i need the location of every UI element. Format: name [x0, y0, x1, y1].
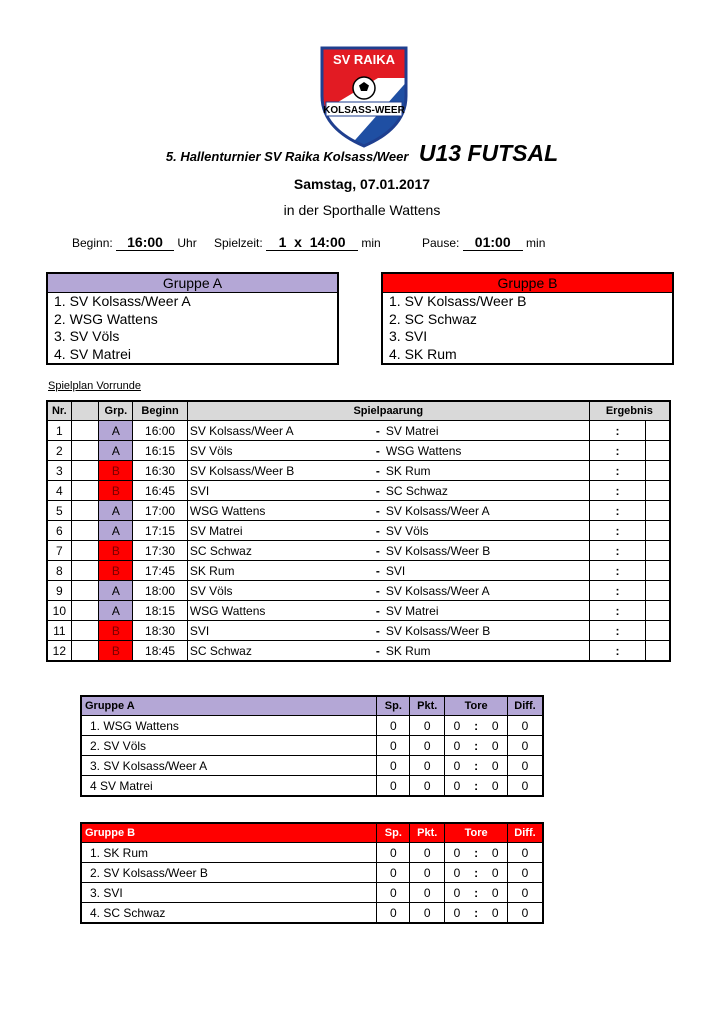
standings-sp: 0: [377, 776, 410, 797]
col-sp: Sp.: [377, 696, 410, 716]
match-dash: -: [375, 503, 380, 518]
match-time: 18:00: [133, 581, 187, 601]
standings-header-row: [81, 696, 543, 716]
match-blank: [71, 501, 99, 521]
match-home-team: WSG Wattens: [189, 503, 266, 518]
pause-value: 01:00: [463, 234, 523, 251]
standings-sp: 0: [377, 903, 410, 924]
standings-tore-for: 0: [445, 756, 469, 776]
match-group: A: [99, 441, 133, 461]
match-away-team: SV Kolsass/Weer A: [385, 503, 490, 518]
standings-tore-for: 0: [445, 863, 469, 883]
standings-diff: 0: [508, 903, 544, 924]
standings-tore-against: 0: [484, 736, 508, 756]
match-nr: 4: [47, 481, 71, 501]
match-group: A: [99, 601, 133, 621]
match-dash: -: [375, 463, 380, 478]
group-a-box: [46, 272, 339, 365]
col-diff: Diff.: [508, 823, 544, 843]
match-group: A: [99, 581, 133, 601]
match-blank: [71, 441, 99, 461]
standings-team: 1. WSG Wattens: [81, 716, 377, 736]
match-result: :: [589, 621, 646, 641]
standings-row: [81, 776, 543, 797]
match-home-team: SK Rum: [189, 563, 235, 578]
beginn-label: Beginn:: [72, 236, 113, 250]
col-result: Ergebnis: [589, 401, 670, 421]
standings-header-row: [81, 823, 543, 843]
match-blank: [71, 481, 99, 501]
match-row: [47, 421, 670, 441]
title-small: 5. Hallenturnier SV Raika Kolsass/Weer: [165, 149, 409, 164]
match-group: B: [99, 621, 133, 641]
match-result: :: [589, 421, 646, 441]
match-time: 18:30: [133, 621, 187, 641]
group-a-team: 2. WSG Wattens: [54, 310, 158, 327]
match-result: :: [589, 561, 646, 581]
match-home-team: SV Kolsass/Weer B: [189, 463, 295, 478]
match-time: 16:00: [133, 421, 187, 441]
standings-sp: 0: [377, 863, 410, 883]
schedule-table: [46, 400, 671, 662]
title-big: U13 FUTSAL: [418, 140, 559, 166]
standings-tore-against: 0: [484, 843, 508, 863]
match-row: [47, 581, 670, 601]
match-blank: [71, 621, 99, 641]
match-away-team: SK Rum: [385, 643, 431, 658]
match-away-team: SC Schwaz: [385, 483, 448, 498]
schedule-header-row: [47, 401, 670, 421]
match-dash: -: [375, 623, 380, 638]
group-b-team: 2. SC Schwaz: [389, 310, 477, 327]
standings-tore-colon: :: [469, 736, 484, 756]
match-result: :: [589, 481, 646, 501]
standings-team: 3. SV Kolsass/Weer A: [81, 756, 377, 776]
standings-tore-colon: :: [469, 716, 484, 736]
match-dash: -: [375, 643, 380, 658]
match-nr: 8: [47, 561, 71, 581]
match-pairing: [187, 581, 589, 601]
match-row: [47, 441, 670, 461]
standings-team: 4. SC Schwaz: [81, 903, 377, 924]
match-time: 17:15: [133, 521, 187, 541]
match-result: :: [589, 461, 646, 481]
match-row: [47, 601, 670, 621]
match-away-team: SV Völs: [385, 523, 429, 538]
match-home-team: SVI: [189, 623, 210, 638]
logo-top-text: SV RAIKA: [332, 52, 396, 67]
pause-info: [422, 234, 545, 251]
match-nr: 5: [47, 501, 71, 521]
match-row: [47, 641, 670, 662]
match-group: B: [99, 541, 133, 561]
standings-row: [81, 883, 543, 903]
match-blank: [71, 561, 99, 581]
match-pairing: [187, 421, 589, 441]
match-home-team: SV Kolsass/Weer A: [189, 423, 294, 438]
match-row: [47, 501, 670, 521]
match-blank: [71, 581, 99, 601]
group-b-team: 3. SVI: [389, 328, 428, 344]
spielzeit-value: 1 x 14:00: [266, 234, 358, 251]
standings-pkt: 0: [410, 756, 445, 776]
match-pairing: [187, 521, 589, 541]
match-pairing: [187, 541, 589, 561]
col-tore: Tore: [445, 696, 508, 716]
match-pairing: [187, 441, 589, 461]
match-time: 16:15: [133, 441, 187, 461]
spielzeit-label: Spielzeit:: [214, 236, 263, 250]
match-time: 17:45: [133, 561, 187, 581]
match-row: [47, 621, 670, 641]
match-dash: -: [375, 443, 380, 458]
match-result: :: [589, 641, 646, 662]
match-away-team: SV Kolsass/Weer B: [385, 623, 491, 638]
group-b-box: [381, 272, 674, 365]
match-row: [47, 561, 670, 581]
match-blank: [71, 521, 99, 541]
match-pairing: [187, 461, 589, 481]
match-result: :: [589, 581, 646, 601]
match-blank: [71, 421, 99, 441]
col-nr: Nr.: [47, 401, 71, 421]
standings-sp: 0: [377, 716, 410, 736]
match-away-team: SVI: [385, 563, 406, 578]
beginn-value: 16:00: [116, 234, 174, 251]
pause-unit: min: [526, 236, 546, 250]
standings-group-b: [80, 822, 544, 924]
standings-pkt: 0: [410, 903, 445, 924]
match-pairing: [187, 561, 589, 581]
standings-tore-colon: :: [469, 843, 484, 863]
match-result-extra: [646, 461, 670, 481]
standings-pkt: 0: [410, 716, 445, 736]
match-result: :: [589, 601, 646, 621]
standings-group-a: [80, 695, 544, 797]
match-group: A: [99, 521, 133, 541]
match-home-team: SV Völs: [189, 583, 233, 598]
match-result-extra: [646, 621, 670, 641]
match-result-extra: [646, 441, 670, 461]
match-time: 18:15: [133, 601, 187, 621]
standings-diff: 0: [508, 736, 544, 756]
standings-diff: 0: [508, 716, 544, 736]
standings-team: 1. SK Rum: [81, 843, 377, 863]
match-result: :: [589, 441, 646, 461]
match-blank: [71, 541, 99, 561]
match-home-team: WSG Wattens: [189, 603, 266, 618]
match-home-team: SVI: [189, 483, 210, 498]
match-away-team: SV Kolsass/Weer B: [385, 543, 491, 558]
standings-row: [81, 843, 543, 863]
spielzeit-info: [214, 234, 381, 251]
col-grp: Grp.: [99, 401, 133, 421]
match-dash: -: [375, 583, 380, 598]
standings-group-name: Gruppe B: [81, 823, 377, 843]
match-result: :: [589, 541, 646, 561]
standings-tore-colon: :: [469, 863, 484, 883]
match-nr: 11: [47, 621, 71, 641]
standings-team: 3. SVI: [81, 883, 377, 903]
standings-tore-for: 0: [445, 716, 469, 736]
standings-sp: 0: [377, 883, 410, 903]
match-group: B: [99, 561, 133, 581]
standings-row: [81, 756, 543, 776]
match-nr: 2: [47, 441, 71, 461]
col-blank: [71, 401, 99, 421]
standings-tore-for: 0: [445, 883, 469, 903]
match-group: A: [99, 501, 133, 521]
match-result-extra: [646, 501, 670, 521]
tournament-venue: in der Sporthalle Wattens: [283, 202, 441, 218]
group-a-team: 1. SV Kolsass/Weer A: [54, 293, 191, 309]
pause-label: Pause:: [422, 236, 460, 250]
col-beginn: Beginn: [133, 401, 187, 421]
standings-sp: 0: [377, 756, 410, 776]
standings-pkt: 0: [410, 883, 445, 903]
match-nr: 1: [47, 421, 71, 441]
spielzeit-unit: min: [361, 236, 381, 250]
col-tore: Tore: [445, 823, 508, 843]
match-pairing: [187, 501, 589, 521]
match-row: [47, 481, 670, 501]
standings-team: 2. SV Völs: [81, 736, 377, 756]
match-time: 16:30: [133, 461, 187, 481]
match-away-team: WSG Wattens: [385, 443, 462, 458]
group-a-team: 4. SV Matrei: [54, 345, 132, 362]
standings-diff: 0: [508, 883, 544, 903]
group-b-header: Gruppe B: [383, 274, 672, 293]
standings-tore-for: 0: [445, 736, 469, 756]
standings-tore-against: 0: [484, 903, 508, 924]
match-home-team: SC Schwaz: [189, 643, 252, 658]
match-dash: -: [375, 603, 380, 618]
standings-tore-for: 0: [445, 776, 469, 797]
standings-sp: 0: [377, 736, 410, 756]
match-group: A: [99, 421, 133, 441]
col-diff: Diff.: [508, 696, 544, 716]
match-blank: [71, 461, 99, 481]
standings-group-name: Gruppe A: [81, 696, 377, 716]
standings-tore-against: 0: [484, 756, 508, 776]
match-result-extra: [646, 421, 670, 441]
match-nr: 9: [47, 581, 71, 601]
match-dash: -: [375, 483, 380, 498]
match-dash: -: [375, 543, 380, 558]
standings-tore-colon: :: [469, 903, 484, 924]
match-pairing: [187, 621, 589, 641]
match-result-extra: [646, 521, 670, 541]
match-nr: 6: [47, 521, 71, 541]
match-result: :: [589, 521, 646, 541]
match-group: B: [99, 641, 133, 662]
standings-tore-against: 0: [484, 776, 508, 797]
match-pairing: [187, 641, 589, 662]
standings-team: 4 SV Matrei: [81, 776, 377, 797]
match-blank: [71, 601, 99, 621]
col-sp: Sp.: [377, 823, 410, 843]
match-pairing: [187, 601, 589, 621]
match-away-team: SK Rum: [385, 463, 431, 478]
standings-sp: 0: [377, 843, 410, 863]
standings-pkt: 0: [410, 843, 445, 863]
standings-tore-colon: :: [469, 776, 484, 797]
match-nr: 12: [47, 641, 71, 662]
tournament-title: [0, 140, 724, 167]
standings-diff: 0: [508, 776, 544, 797]
standings-pkt: 0: [410, 736, 445, 756]
match-home-team: SV Matrei: [189, 523, 243, 538]
match-nr: 10: [47, 601, 71, 621]
match-time: 17:00: [133, 501, 187, 521]
match-group: B: [99, 481, 133, 501]
group-a-header: Gruppe A: [48, 274, 337, 293]
standings-tore-colon: :: [469, 756, 484, 776]
match-time: 18:45: [133, 641, 187, 662]
club-logo: [318, 44, 410, 148]
standings-diff: 0: [508, 843, 544, 863]
match-result: :: [589, 501, 646, 521]
standings-tore-against: 0: [484, 883, 508, 903]
match-away-team: SV Matrei: [385, 603, 439, 618]
match-blank: [71, 641, 99, 662]
match-away-team: SV Kolsass/Weer A: [385, 583, 490, 598]
standings-tore-against: 0: [484, 716, 508, 736]
standings-pkt: 0: [410, 863, 445, 883]
group-a-team: 3. SV Völs: [54, 328, 120, 344]
standings-team: 2. SV Kolsass/Weer B: [81, 863, 377, 883]
standings-diff: 0: [508, 756, 544, 776]
match-result-extra: [646, 561, 670, 581]
match-pairing: [187, 481, 589, 501]
beginn-unit: Uhr: [177, 236, 197, 250]
group-b-team: 4. SK Rum: [389, 345, 457, 362]
match-row: [47, 541, 670, 561]
standings-diff: 0: [508, 863, 544, 883]
match-time: 16:45: [133, 481, 187, 501]
match-row: [47, 461, 670, 481]
col-pairing: Spielpaarung: [187, 401, 589, 421]
match-dash: -: [375, 563, 380, 578]
match-result-extra: [646, 601, 670, 621]
match-result-extra: [646, 541, 670, 561]
match-result-extra: [646, 581, 670, 601]
match-home-team: SV Völs: [189, 443, 233, 458]
schedule-subtitle: Spielplan Vorrunde: [48, 380, 141, 392]
standings-row: [81, 736, 543, 756]
standings-row: [81, 903, 543, 924]
match-time: 17:30: [133, 541, 187, 561]
match-away-team: SV Matrei: [385, 423, 439, 438]
standings-tore-colon: :: [469, 883, 484, 903]
logo-bottom-text: KOLSASS-WEER: [323, 105, 405, 116]
standings-row: [81, 863, 543, 883]
beginn-info: [72, 234, 197, 251]
col-pkt: Pkt.: [410, 823, 445, 843]
standings-tore-against: 0: [484, 863, 508, 883]
match-result-extra: [646, 641, 670, 662]
match-row: [47, 521, 670, 541]
standings-pkt: 0: [410, 776, 445, 797]
tournament-date: Samstag, 07.01.2017: [293, 176, 431, 192]
match-nr: 3: [47, 461, 71, 481]
match-group: B: [99, 461, 133, 481]
match-dash: -: [375, 523, 380, 538]
standings-row: [81, 716, 543, 736]
match-result-extra: [646, 481, 670, 501]
col-pkt: Pkt.: [410, 696, 445, 716]
standings-tore-for: 0: [445, 903, 469, 924]
standings-tore-for: 0: [445, 843, 469, 863]
match-home-team: SC Schwaz: [189, 543, 252, 558]
match-nr: 7: [47, 541, 71, 561]
match-dash: -: [375, 423, 380, 438]
group-b-team: 1. SV Kolsass/Weer B: [389, 293, 527, 309]
